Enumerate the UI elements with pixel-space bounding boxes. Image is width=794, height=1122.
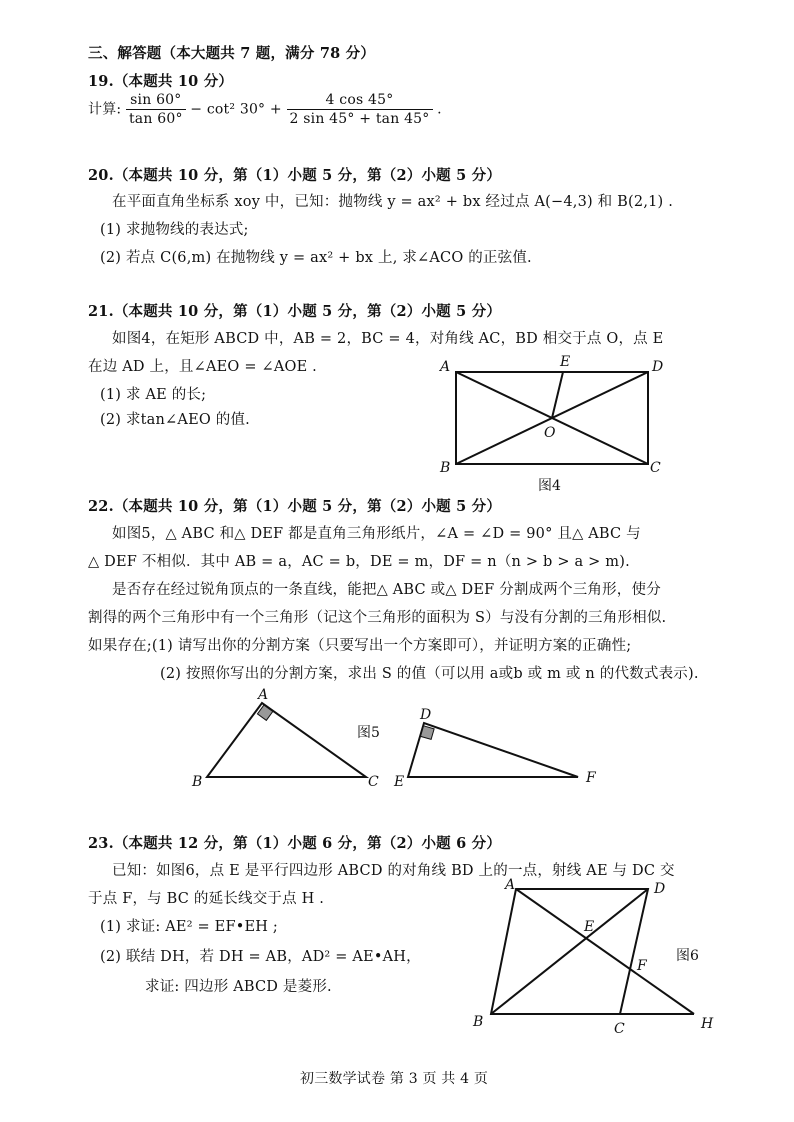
- q23-line1: 已知：如图6，点 E 是平行四边形 ABCD 的对角线 BD 上的一点，射线 AE 与 DC 交: [112, 863, 675, 879]
- q19-f2-denominator: 2 sin 45° + tan 45°: [289, 111, 430, 127]
- q23-line2: 于点 F，与 BC 的延长线交于点 H .: [88, 891, 325, 907]
- q19-f1-denominator: tan 60°: [128, 111, 183, 127]
- q22-line5: 如果存在;(1) 请写出你的分割方案（只要写出一个方案即可），并证明方案的正确性;: [88, 638, 632, 654]
- fig6-label-d: D: [654, 881, 666, 897]
- fig5-caption: 图5: [357, 725, 380, 741]
- q19-heading: 19.（本题共 10 分）: [88, 73, 234, 90]
- q20-part2: (2) 若点 C(6,m) 在抛物线 y = ax² + bx 上, 求∠ACO 的正弦值.: [100, 250, 532, 266]
- q19-prefix: 计算:: [88, 101, 122, 118]
- section-title: 三、解答题（本大题共 7 题，满分 78 分）: [88, 45, 376, 62]
- fig4-label-d: D: [652, 359, 664, 375]
- q19-middle: − cot² 30° +: [190, 101, 282, 118]
- page-footer: 初三数学试卷 第 3 页 共 4 页: [300, 1071, 489, 1087]
- q19-f1-numerator: sin 60°: [126, 92, 186, 110]
- q21-line2: 在边 AD 上，且∠AEO = ∠AOE .: [88, 359, 317, 375]
- fig6-ray-ae: [516, 889, 694, 1014]
- q22-line4: 割得的两个三角形中有一个三角形（记这个三角形的面积为 S）与没有分割的三角形相似.: [88, 610, 667, 626]
- q22-line2: △ DEF 不相似．其中 AB = a，AC = b，DE = m，DF = n（n > b > a > m).: [88, 554, 630, 570]
- q23-part2-claim: 求证: 四边形 ABCD 是菱形.: [145, 979, 332, 995]
- q21-part2: (2) 求tan∠AEO 的值.: [100, 412, 250, 428]
- q22-line3: 是否存在经过锐角顶点的一条直线，能把△ ABC 或△ DEF 分割成两个三角形，使分: [112, 582, 661, 598]
- fig6-label-f: F: [637, 958, 647, 974]
- fig6-label-h: H: [701, 1016, 714, 1032]
- q22-heading: 22.（本题共 10 分，第（1）小题 5 分，第（2）小题 5 分）: [88, 498, 502, 515]
- fig5-label-b: B: [192, 774, 203, 790]
- fig6-label-b: B: [473, 1014, 484, 1030]
- fig4-label-o: O: [544, 425, 556, 441]
- fig5-label-c: C: [368, 774, 379, 790]
- q20-part1: (1) 求抛物线的表达式;: [100, 222, 249, 238]
- fig5-label-a: A: [258, 687, 269, 703]
- q20-heading: 20.（本题共 10 分，第（1）小题 5 分，第（2）小题 5 分）: [88, 167, 502, 184]
- fig6-label-c: C: [614, 1021, 625, 1037]
- fig5-label-d: D: [420, 707, 432, 723]
- q23-heading: 23.（本题共 12 分，第（1）小题 6 分，第（2）小题 6 分）: [88, 835, 502, 852]
- fig4-label-e: E: [560, 354, 571, 370]
- q23-part1: (1) 求证: AE² = EF•EH ;: [100, 919, 279, 935]
- q21-line1: 如图4，在矩形 ABCD 中，AB = 2，BC = 4，对角线 AC，BD 相交于点 O，点 E: [112, 331, 664, 347]
- fig4-label-a: A: [440, 359, 451, 375]
- fig6-caption: 图6: [676, 948, 699, 964]
- fig5-label-f: F: [586, 770, 596, 786]
- q19-tail: .: [437, 101, 442, 118]
- fig6-label-a: A: [505, 877, 516, 893]
- q21-heading: 21.（本题共 10 分，第（1）小题 5 分，第（2）小题 5 分）: [88, 303, 502, 320]
- q21-part1: (1) 求 AE 的长;: [100, 387, 207, 403]
- q19-f2-numerator: 4 cos 45°: [287, 92, 433, 110]
- fig4-label-c: C: [650, 460, 661, 476]
- q22-line6: (2) 按照你写出的分割方案，求出 S 的值（可以用 a或b 或 m 或 n 的代数式表示).: [160, 666, 699, 682]
- fig4-label-b: B: [440, 460, 451, 476]
- fig4-caption: 图4: [538, 478, 561, 494]
- fig5-label-e: E: [394, 774, 405, 790]
- fig6-label-e: E: [584, 919, 595, 935]
- q22-line1: 如图5，△ ABC 和△ DEF 都是直角三角形纸片，∠A = ∠D = 90° 且△ ABC 与: [112, 526, 641, 542]
- q20-body: 在平面直角坐标系 xoy 中，已知：抛物线 y = ax² + bx 经过点 A(−4,3) 和 B(2,1) .: [112, 194, 674, 210]
- q23-part2: (2) 联结 DH，若 DH = AB，AD² = AE•AH，: [100, 949, 421, 965]
